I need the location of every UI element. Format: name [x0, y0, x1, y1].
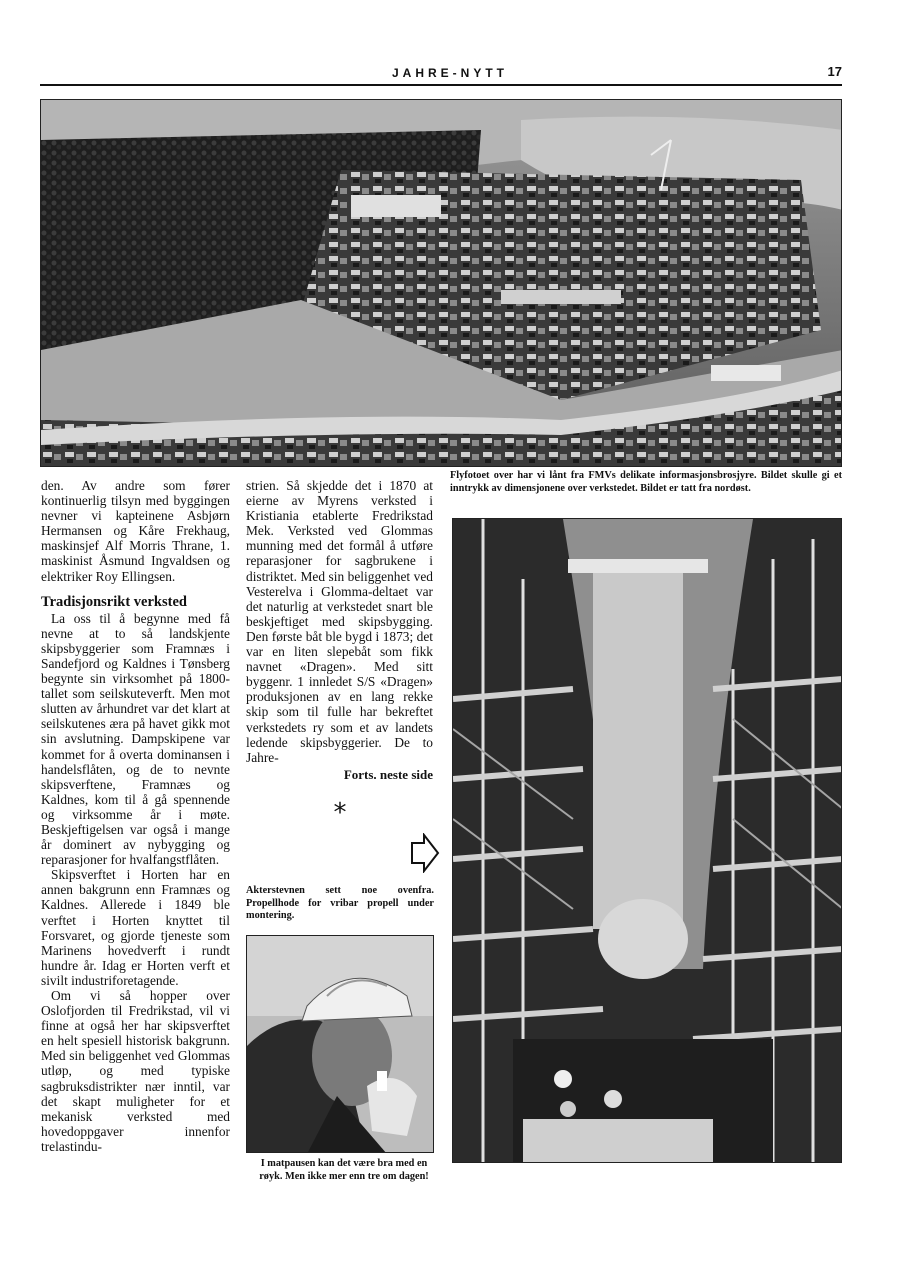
- aerial-photo: [40, 99, 842, 467]
- article-paragraph: Skipsverftet i Horten har en annen bakgrunn enn Framnæs og Kaldnes. Allerede i 1849 ble verftet i Horten knyttet til Forsvaret, og gjorde tjeneste som Marinens hovedverft i rundt hundre år. Idag er Horten verft et sivilt industriforetagende.: [41, 867, 230, 988]
- stern-photo-caption: Akterstevnen sett noe ovenfra. Propellhode for vribar propell under montering.: [246, 885, 434, 921]
- worker-photo-caption: I matpausen kan det være bra med en røyk. Men ikke mer enn tre om dagen!: [259, 1158, 429, 1182]
- continued-next-page: Forts. neste side: [343, 766, 433, 782]
- article-intro-paragraph: den. Av andre som fører kontinuerlig tilsyn med byggingen nevner vi kapteinene Asbjørn Hermansen og Kåre Frekhaug, maskinsjef Alf Morris Thrane, 1. maskinist Åsmund Ingvaldsen og elektriker Roy Ellingsen.: [41, 478, 230, 584]
- article-column-2: [246, 478, 433, 782]
- asterisk-divider: *: [333, 798, 347, 828]
- article-paragraph: La oss til å begynne med få nevne at to så landskjente skipsbyggerier som Framnæs i Sandefjord og Kaldnes i Tønsberg begynte sin virksomhet på 1800-tallet som seilskuteverft. Men mot slutten av århundret var det klart at seilskutenes æra på havet gikk mot sin avslutning. Dampskipene var kommet for å overta dominansen i handelsflåten, og de to nevnte skipsverftene, Framnæs og Kaldnes, kom til å gå spennende og virksomme år i møte. Beskjeftigelsen var også i mange år dominert av nybygging og reparasjoner for hvalfangstflåten.: [41, 610, 230, 868]
- stern-scaffolding-photo: [452, 518, 842, 1163]
- aerial-photo-graphic: [41, 100, 842, 467]
- header-rule: [40, 84, 842, 86]
- page-number: 17: [827, 64, 842, 79]
- article-column-1: [41, 478, 230, 1154]
- article-paragraph: strien. Så skjedde det i 1870 at eierne av Myrens verksted i Kristiania etablerte Fredrikstad Mek. Verksted ved Glommas munning med det formål å utføre reparasjoner for sagbrukene i distriktet. Med sin beliggenhet ved Vesterelva i Glomma-deltaet var det naturlig at verkstedet snart ble beskjeftiget med skipsbygging. Den første båt ble bygd i 1873; det var en liten slepebåt som fikk navnet «Dragen». Med sitt byggenr. 1 innledet S/S «Dragen» produksjonen av en lang rekke skip som til fulle har bekreftet verkstedets ry som et av landets ledende skipsbyggerier. De to Jahre-: [246, 478, 433, 765]
- worker-photo: [246, 935, 434, 1153]
- aerial-photo-caption: Flyfotoet over har vi lånt fra FMVs delikate informasjonsbrosjyre. Bildet skulle gi et inntrykk av dimensjonene over verkstedet. Bildet er tatt fra nordøst.: [450, 470, 842, 494]
- section-heading: Tradisjonsrikt verksted: [41, 593, 187, 610]
- article-paragraph: Om vi så hopper over Oslofjorden til Fredrikstad, vil vi finne at også her har skipsverftet en helt spesiell historisk bakgrunn. Med sin beliggenhet ved Glommas utløp, og med typiske sagbruksdistrikter nær inntil, var det skapt muligheter for et mekanisk verksted med hovedoppgaver innenfor trelastindu-: [41, 988, 230, 1154]
- arrow-right-outline-icon: [410, 833, 440, 878]
- publication-title: JAHRE-NYTT: [391, 66, 508, 80]
